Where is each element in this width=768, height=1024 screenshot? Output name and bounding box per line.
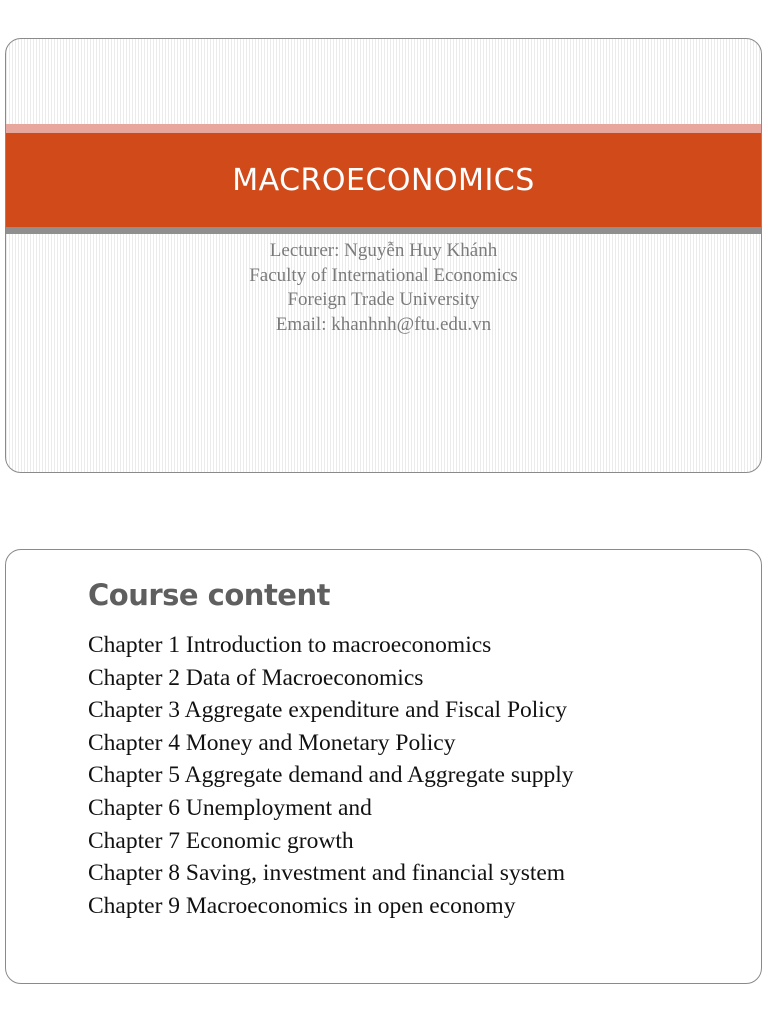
chapter-item: Chapter 1 Introduction to macroeconomics [88,632,492,658]
content-slide [5,549,762,984]
faculty-line: Faculty of International Economics [249,264,518,286]
lecturer-line: Lecturer: Nguyễn Huy Khánh [269,240,498,261]
chapter-item: Chapter 8 Saving, investment and financial system [88,860,566,887]
title-band [6,133,761,227]
university-line: Foreign Trade University [287,289,480,310]
chapter-item: Chapter 4 Money and Monetary Policy [88,729,456,756]
title-band-bottom-stripe [6,227,761,234]
chapter-item: Chapter 2 Data of Macroeconomics [88,664,424,691]
slide-title: MACROECONOMICS [232,162,535,198]
title-band-top-stripe [6,124,761,133]
chapter-list [88,629,574,922]
title-slide [5,38,762,473]
chapter-item: Chapter 6 Unemployment and [88,794,372,821]
content-heading: Course content [88,578,330,612]
email-line: Email: khanhnh@ftu.edu.vn [275,313,492,335]
chapter-item: Chapter 5 Aggregate demand and Aggregate supply [88,762,574,789]
slide-subtitle [6,239,761,337]
chapter-item: Chapter 9 Macroeconomics in open economy [88,892,516,919]
chapter-item: Chapter 3 Aggregate expenditure and Fiscal Policy [88,697,568,724]
chapter-item: Chapter 7 Economic growth [88,827,354,854]
